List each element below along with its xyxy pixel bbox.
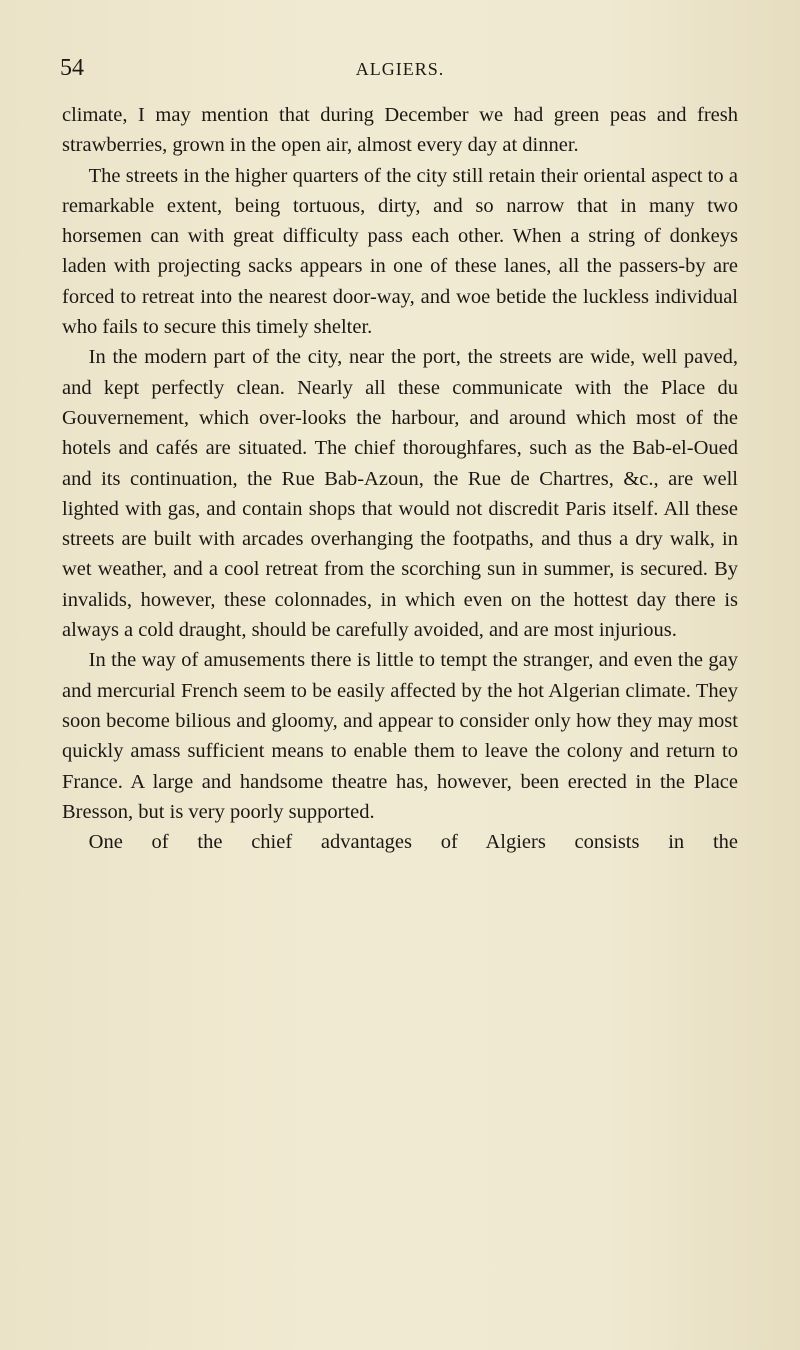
running-head: ALGIERS. (355, 59, 445, 79)
paragraph-amusements: In the way of amusements there is little to tempt the stranger, and even the gay and mercurial French seem to be easily affected by the hot Algerian climate. They soon become bilious and gloomy, and appear to consider only how they may most quickly amass sufficient means to enable them to leave the colony and return to France. A large and handsome theatre has, however, been erected in the Place Bresson, but is very poorly supported. (62, 649, 738, 823)
paragraph-streets-higher-quarters: The streets in the higher quarters of the city still retain their oriental aspect to a remarkable extent, being tortuous, dirty, and so narrow that in many two horsemen can with great difficulty pass each other. When a string of donkeys laden with projecting sacks appears in one of these lanes, all the passers-by are forced to retreat into the nearest door-way, and woe betide the luckless individual who fails to secure this timely shelter. (62, 164, 738, 339)
page-number: 54 (60, 55, 84, 81)
paragraph-modern-city: In the modern part of the city, near the port, the streets are wide, well paved, and kept perfectly clean. Nearly all these communicate with the Place du Gouvernement, which over-looks the harbour, and around which most of the hotels and cafés are situated. The chief thoroughfares, such as the Bab-el-Oued and its continuation, the Rue Bab-Azoun, the Rue de Chartres, &c., are well lighted with gas, and contain shops that would not discredit Paris itself. All these streets are built with arcades overhanging the footpaths, and thus a dry walk, in wet weather, and a cool retreat from the scorching sun in summer, is secured. By invalids, however, these colonnades, in which even on the hottest day there is always a cold draught, should be carefully avoided, and are most injurious. (62, 346, 738, 642)
body-text (62, 100, 738, 857)
paragraph-continuation: climate, I may mention that during December we had green peas and fresh strawberries, grown in the open air, almost every day at dinner. (62, 104, 738, 157)
paragraph-advantages: One of the chief advantages of Algiers consists in the (88, 831, 738, 854)
page-header (60, 55, 740, 85)
